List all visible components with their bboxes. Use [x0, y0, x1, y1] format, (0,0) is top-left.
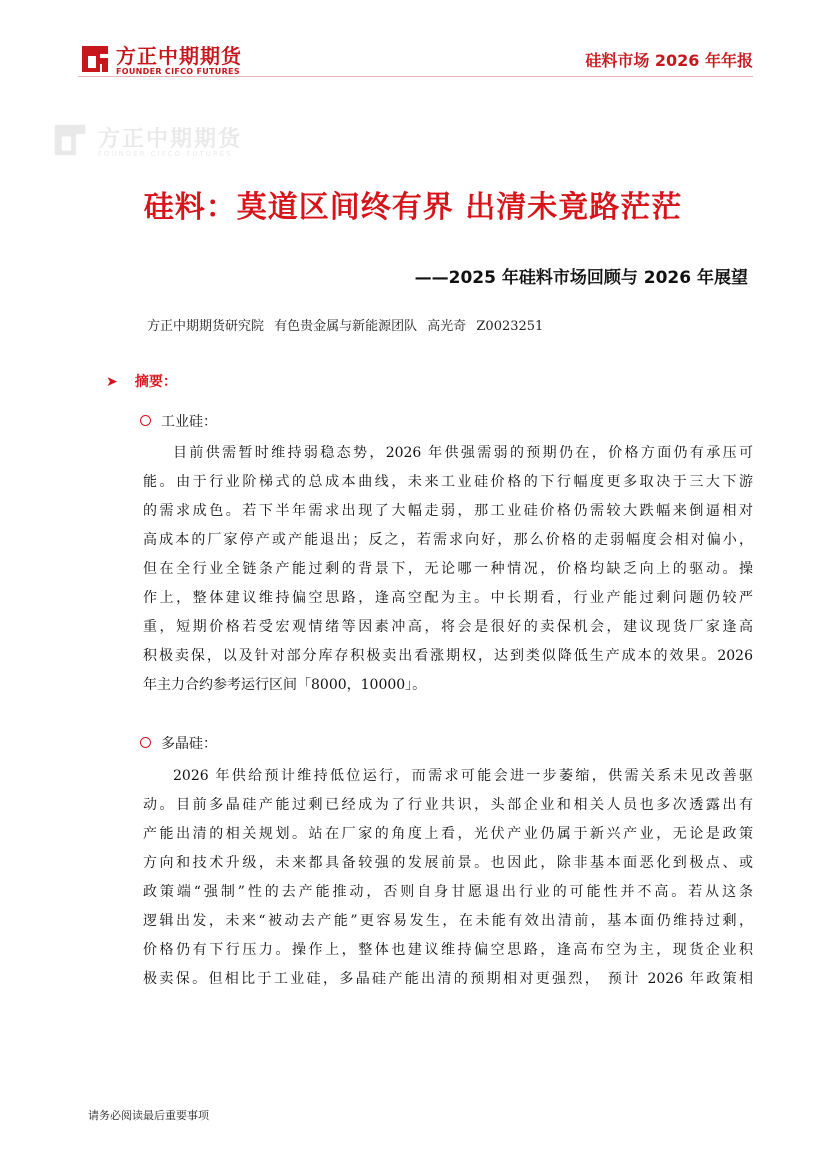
watermark-subtext: FOUNDER CIFCO FUTURES	[98, 150, 233, 158]
paragraph-line: 能。由于行业阶梯式的总成本曲线，未来工业硅价格的下行幅度更多取决于三大下游	[143, 474, 753, 490]
section-paragraph-industrial-silicon	[143, 439, 753, 700]
paragraph-line: 重，短期价格若受宏观情绪等因素冲高，将会是很好的卖保机会，建议现货厂家逢高	[143, 619, 753, 635]
paragraph-line: 但在全行业全链条产能过剩的背景下，无论哪一种情况，价格均缺乏向上的驱动。操	[143, 561, 753, 577]
watermark-text: 方正中期期货	[98, 127, 243, 152]
section-paragraph-polysilicon	[143, 762, 753, 994]
founder-logo-icon	[78, 42, 112, 76]
watermark-logo-icon	[50, 120, 90, 160]
report-type-label: 硅料市场 2026 年年报	[585, 51, 753, 70]
author-line: 方正中期期货研究院 有色贵金属与新能源团队 高光奇 Z0023251	[147, 319, 544, 334]
logo-chinese-name: 方正中期期货	[116, 44, 242, 68]
section-heading-text: 多晶硅：	[161, 736, 217, 752]
circle-bullet-icon	[140, 737, 151, 748]
summary-heading	[106, 371, 177, 391]
report-subtitle: ——2025 年硅料市场回顾与 2026 年展望	[414, 268, 748, 288]
paragraph-line: 的需求成色。若下半年需求出现了大幅走弱，那工业硅价格仍需较大跌幅来倒逼相对	[143, 503, 753, 519]
paragraph-line: 极卖保。但相比于工业硅，多晶硅产能出清的预期相对更强烈， 预计 2026 年政策相	[143, 971, 753, 987]
arrow-bullet-icon: ➤	[106, 374, 118, 390]
watermark	[50, 118, 270, 164]
paragraph-line: 年主力合约参考运行区间「8000，10000」。	[143, 677, 427, 693]
paragraph-line: 方向和技术升级，未来都具备较强的发展前景。也因此，除非基本面恶化到极点、或	[143, 855, 753, 871]
section-heading-polysilicon	[140, 733, 217, 753]
paragraph-line: 2026 年供给预计维持低位运行，而需求可能会进一步萎缩，供需关系未见改善驱	[173, 768, 753, 784]
footer-disclaimer-note: 请务必阅读最后重要事项	[88, 1109, 209, 1122]
paragraph-line: 作上，整体建议维持偏空思路，逢高空配为主。中长期看，行业产能过剩问题仍较严	[143, 590, 753, 606]
circle-bullet-icon	[140, 415, 151, 426]
section-heading-text: 工业硅：	[161, 414, 217, 430]
paragraph-line: 政策端“强制”性的去产能推动，否则自身甘愿退出行业的可能性并不高。若从这条	[143, 884, 753, 900]
paragraph-line: 逻辑出发，未来“被动去产能”更容易发生，在未能有效出清前，基本面仍维持过剩，	[143, 913, 753, 929]
paragraph-line: 产能出清的相关规划。站在厂家的角度上看，光伏产业仍属于新兴产业，无论是政策	[143, 826, 753, 842]
paragraph-line: 动。目前多晶硅产能过剩已经成为了行业共识，头部企业和相关人员也多次透露出有	[143, 797, 753, 813]
report-title: 硅料：莫道区间终有界 出清未竟路茫茫	[143, 190, 683, 225]
summary-label: 摘要：	[134, 374, 177, 390]
paragraph-line: 积极卖保，以及针对部分库存积极卖出看涨期权，达到类似降低生产成本的效果。2026	[143, 648, 753, 664]
logo-english-name: FOUNDER CIFCO FUTURES	[116, 67, 240, 76]
paragraph-line: 价格仍有下行压力。操作上，整体也建议维持偏空思路，逢高布空为主，现货企业积	[143, 942, 753, 958]
paragraph-line: 高成本的厂家停产或产能退出；反之，若需求向好，那么价格的走弱幅度会相对偏小，	[143, 532, 753, 548]
header-divider	[78, 76, 753, 77]
paragraph-line: 目前供需暂时维持弱稳态势，2026 年供强需弱的预期仍在，价格方面仍有承压可	[173, 445, 753, 461]
section-heading-industrial-silicon	[140, 411, 217, 431]
